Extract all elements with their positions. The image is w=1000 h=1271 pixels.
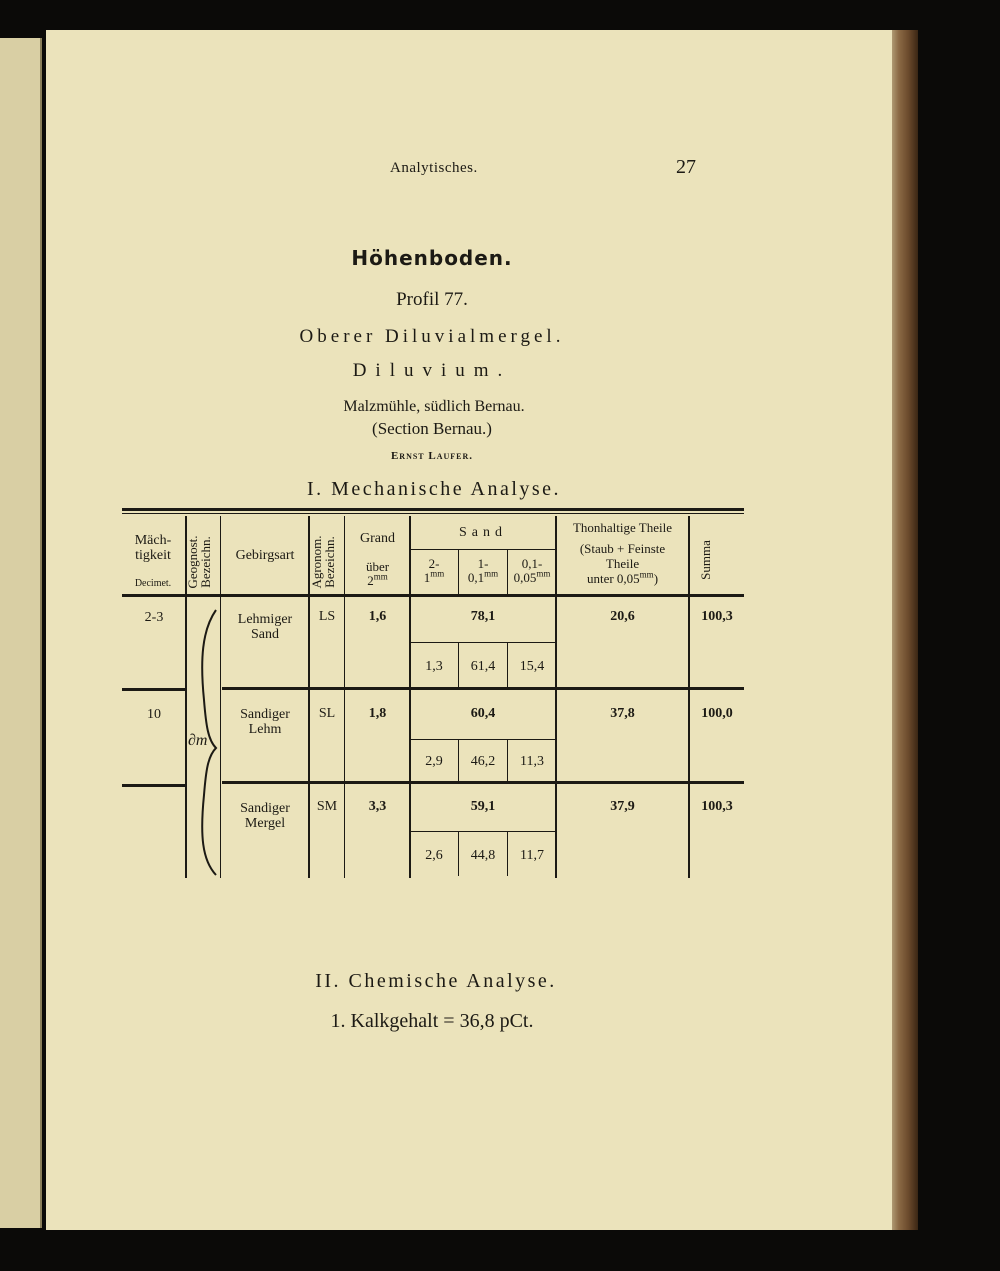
header-sand-1: 2- $1^{mm}$: [423, 556, 445, 585]
header-thonhaltige: [557, 521, 688, 587]
sand-subrow-rule: [410, 642, 556, 643]
book-page: [46, 30, 892, 1230]
header-sand-3: 0,1- $0,05^{mm}$: [513, 556, 551, 585]
row2-thon: 37,8: [610, 706, 635, 721]
row2-summa: 100,0: [701, 706, 733, 721]
page-number: 27: [676, 156, 696, 178]
row2-sand-3: 11,3: [520, 754, 544, 769]
row2-thickness: 10: [147, 707, 161, 722]
table-top-rule-inner: [122, 513, 744, 514]
header-agronom: [310, 517, 344, 607]
section-text: (Section Bernau.): [372, 419, 492, 438]
row1-thickness: 2-3: [144, 610, 164, 625]
header-thickness: [122, 534, 184, 563]
row-rule: [122, 784, 186, 787]
sand-subrow-rule: [410, 831, 556, 832]
row3-grand: 3,3: [368, 799, 387, 814]
row2-sand-2: 46,2: [470, 754, 496, 769]
row3-summa: 100,3: [701, 799, 733, 814]
header-agronom-label: Agronom. Bezeichn.: [309, 535, 337, 589]
row3-sand-3: 11,7: [520, 848, 544, 863]
row2-sand-1: 2,9: [425, 754, 443, 769]
table-top-rule: [122, 508, 744, 511]
page-title: Höhenboden.: [351, 246, 513, 270]
row3-sand-2: 44,8: [470, 848, 496, 863]
header-summa: Summa: [698, 540, 713, 580]
row3-sand-total: 59,1: [470, 799, 496, 814]
thon-line-3: Theile: [605, 555, 640, 571]
row2-gebirgsart: Sandiger Lehm: [240, 707, 290, 737]
mechanical-analysis-heading: I. Mechanische Analyse.: [306, 478, 562, 500]
thon-line-4: unter $0,05^{mm}$): [586, 569, 659, 586]
facing-page-edge: [0, 38, 42, 1228]
row1-thon: 20,6: [610, 609, 635, 624]
thon-line-2: (Staub + Feinste: [579, 540, 666, 556]
header-thickness-label: Mäch-tigkeit: [134, 533, 172, 563]
row1-gebirgsart: Lehmiger Sand: [237, 612, 293, 642]
lime-content-line: 1. Kalkgehalt = 36,8 pCt.: [330, 1010, 534, 1032]
header-sand: Sand: [459, 525, 507, 540]
row3-gebirgsart: Sandiger Mergel: [240, 801, 290, 831]
row1-sand-3: 15,4: [519, 659, 545, 674]
row-rule: [222, 687, 744, 690]
column-rule: [344, 516, 345, 878]
header-geognost-label: Geognost. Bezeichn.: [185, 535, 213, 589]
row1-sand-total: 78,1: [470, 609, 496, 624]
header-gebirgsart: Gebirgsart: [235, 548, 295, 563]
row2-grand: 1,8: [368, 706, 387, 721]
column-rule: [688, 516, 690, 878]
header-thickness-unit: Decimet.: [134, 578, 172, 589]
row3-agronom: SM: [316, 799, 338, 814]
row1-agronom: LS: [318, 609, 336, 624]
row1-summa: 100,3: [701, 609, 733, 624]
grand-range-over: über: [365, 559, 390, 574]
row3-thon: 37,9: [610, 799, 635, 814]
sand-subrow-rule: [410, 739, 556, 740]
geologic-period: Diluvium.: [352, 360, 512, 381]
running-head: Analytisches.: [390, 160, 478, 176]
chemical-analysis-heading: II. Chemische Analyse.: [315, 970, 557, 992]
location-text: Malzmühle, südlich Bernau.: [343, 398, 525, 415]
header-grand-range: [346, 560, 409, 587]
profile-number: Profil 77.: [396, 289, 468, 310]
grand-range-size: $2^{mm}$: [367, 571, 388, 588]
row-rule: [222, 781, 744, 784]
formation-name: Oberer Diluvialmergel.: [299, 326, 565, 347]
author-name: Ernst Laufer.: [390, 450, 474, 462]
row2-agronom: SL: [318, 706, 336, 721]
geognost-symbol: ∂m: [188, 732, 208, 749]
row1-sand-2: 61,4: [470, 659, 496, 674]
row2-sand-total: 60,4: [470, 706, 496, 721]
row-rule: [122, 688, 186, 691]
sand-header-rule: [410, 549, 556, 550]
header-sand-2: 1- $0,1^{mm}$: [467, 556, 499, 585]
header-geognost: [186, 517, 220, 607]
row3-sand-1: 2,6: [425, 848, 443, 863]
row1-grand: 1,6: [368, 609, 387, 624]
row1-sand-1: 1,3: [425, 659, 443, 674]
header-grand: Grand: [360, 531, 395, 546]
thon-line-1: Thonhaltige Theile: [572, 520, 673, 535]
